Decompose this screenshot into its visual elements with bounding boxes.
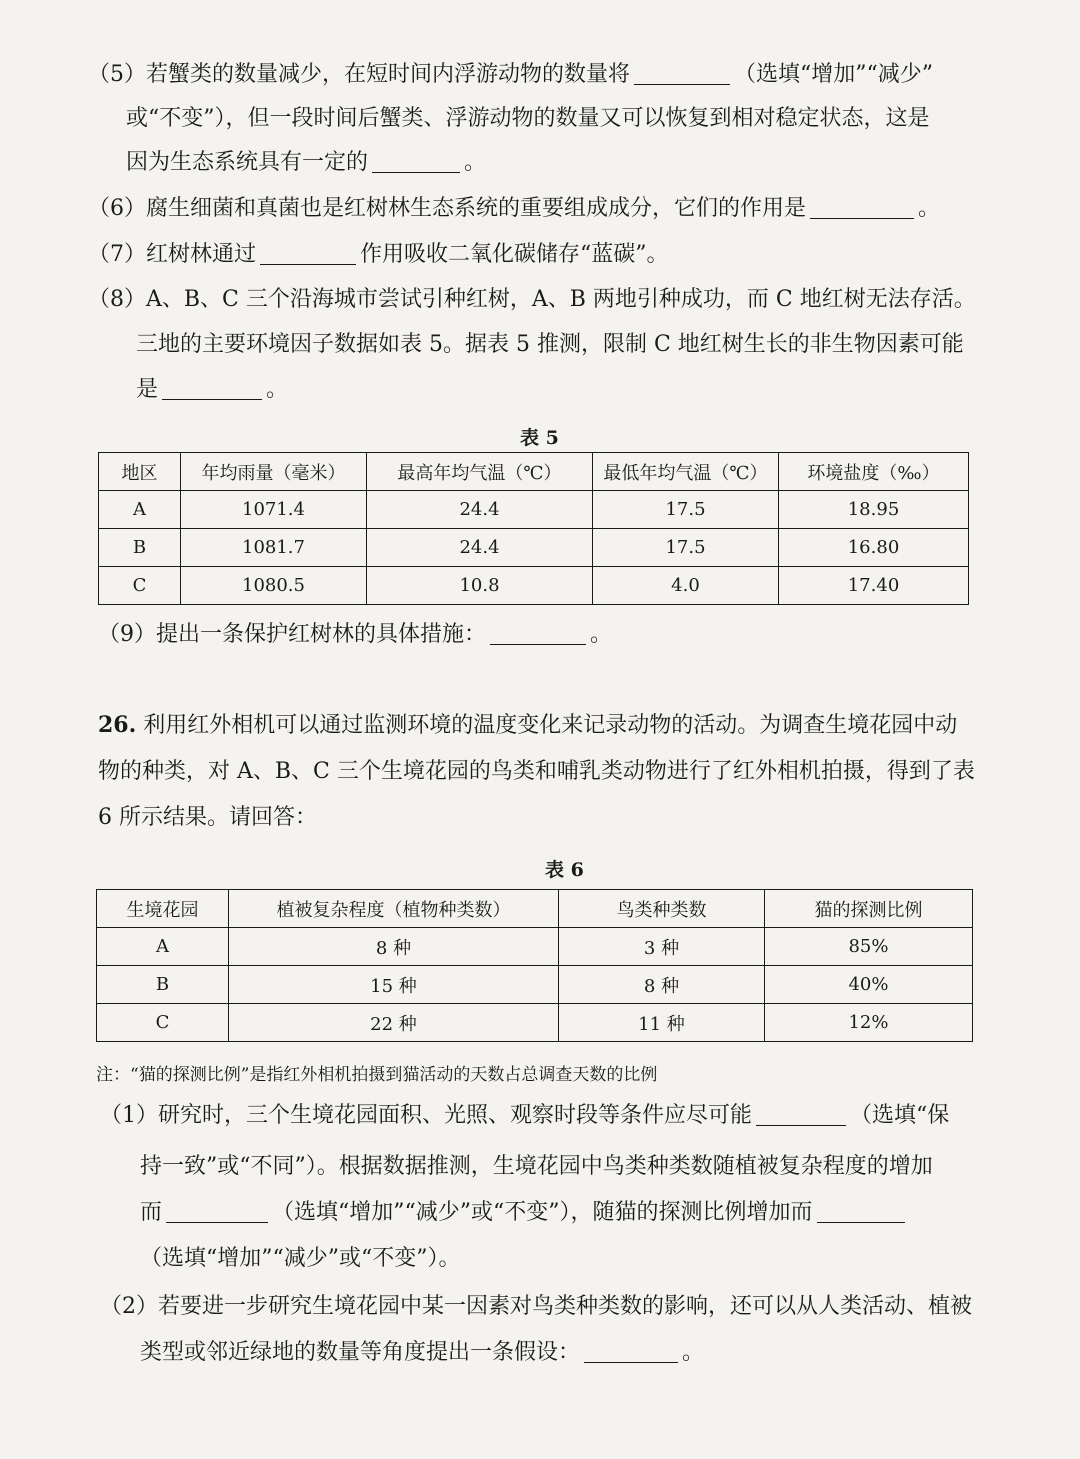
q8-line3 (136, 375, 288, 405)
table5-cell: 16.80 (779, 529, 969, 567)
table6-header-cell: 生境花园 (97, 890, 229, 928)
q26-p2-label: （2） (100, 1294, 158, 1319)
q26-p2-text: 若要进一步研究生境花园中某一因素对鸟类种类数的影响，还可以从人类活动、植被 (158, 1294, 973, 1319)
table6-cell: B (97, 966, 229, 1004)
q6-end: 。 (918, 196, 941, 221)
table-row (99, 567, 969, 605)
q26-p2-answer-blank[interactable] (584, 1340, 678, 1363)
q26-p2-line2-end: 。 (682, 1340, 705, 1365)
q9-text: 提出一条保护红树林的具体措施： (156, 622, 487, 647)
q5-label: （5） (88, 62, 146, 87)
q8-label: （8） (88, 287, 146, 312)
table6-cell: 40% (765, 966, 973, 1004)
table-row (97, 966, 973, 1004)
table5-header-row (99, 453, 969, 491)
table5-cell: 10.8 (367, 567, 593, 605)
q7-text-before: 红树林通过 (146, 242, 257, 267)
table5-cell: 17.5 (593, 491, 779, 529)
table5 (98, 452, 969, 605)
q8-line3-end: 。 (266, 377, 289, 402)
table6-cell: 11 种 (559, 1004, 765, 1042)
q5-line1 (88, 60, 933, 90)
q8-line1 (88, 285, 976, 315)
table5-cell: B (99, 529, 181, 567)
q26-p1-line3-text: （选填“增加”“减少”或“不变”），随猫的探测比例增加而 (272, 1200, 813, 1225)
q7-line (88, 240, 669, 270)
q5-line3 (126, 148, 486, 178)
table5-cell: C (99, 567, 181, 605)
q26-p1-answer-blank-3[interactable] (817, 1200, 905, 1223)
q5-option-text: （选填“增加”“减少” (734, 62, 934, 87)
table6-header-cell: 植被复杂程度（植物种类数） (229, 890, 559, 928)
q8-line3-text: 是 (136, 377, 159, 402)
q6-answer-blank[interactable] (810, 196, 914, 219)
q26-stem-line3: 6 所示结果。请回答： (98, 805, 317, 830)
q5-answer-blank-2[interactable] (372, 150, 460, 173)
q6-label: （6） (88, 196, 146, 221)
table6-cell: 8 种 (559, 966, 765, 1004)
table6 (96, 889, 973, 1042)
table5-cell: 17.5 (593, 529, 779, 567)
table5-cell: 1081.7 (181, 529, 367, 567)
q26-p1-answer-blank-1[interactable] (756, 1103, 846, 1126)
q5-line3-end: 。 (464, 150, 487, 175)
table5-cell: 24.4 (367, 529, 593, 567)
table-row (99, 529, 969, 567)
table-row (99, 491, 969, 529)
table6-cell: 12% (765, 1004, 973, 1042)
q6-text: 腐生细菌和真菌也是红树林生态系统的重要组成成分，它们的作用是 (146, 196, 807, 221)
table5-header-cell: 环境盐度（‰） (779, 453, 969, 491)
q26-p1-answer-blank-2[interactable] (166, 1200, 268, 1223)
q5-line2: 或“不变”），但一段时间后蟹类、浮游动物的数量又可以恢复到相对稳定状态，这是 (126, 106, 930, 131)
table-row (97, 928, 973, 966)
q9-line (98, 620, 612, 650)
q5-line3-text: 因为生态系统具有一定的 (126, 150, 369, 175)
table5-cell: 1080.5 (181, 567, 367, 605)
table6-cell: A (97, 928, 229, 966)
q26-p2-line2 (140, 1338, 704, 1368)
q26-number: 26. (98, 712, 137, 738)
table6-caption: 表 6 (545, 859, 584, 881)
table6-cell: 3 种 (559, 928, 765, 966)
q26-stem-line2: 物的种类，对 A、B、C 三个生境花园的鸟类和哺乳类动物进行了红外相机拍摄，得到了表 (98, 759, 975, 784)
q26-p1-text: 研究时，三个生境花园面积、光照、观察时段等条件应尽可能 (158, 1103, 753, 1128)
q9-end: 。 (590, 622, 613, 647)
q26-p2-line1 (100, 1292, 972, 1322)
q5-text: 若蟹类的数量减少，在短时间内浮游动物的数量将 (146, 62, 631, 87)
table6-cell: C (97, 1004, 229, 1042)
table5-cell: 1071.4 (181, 491, 367, 529)
q6-line (88, 194, 940, 224)
q26-stem-text: 利用红外相机可以通过监测环境的温度变化来记录动物的活动。为调查生境花园中动 (143, 713, 958, 738)
table5-header-cell: 最低年均气温（℃） (593, 453, 779, 491)
table5-cell: 17.40 (779, 567, 969, 605)
q26-p1-option-text: （选填“保 (850, 1103, 950, 1128)
q8-text: A、B、C 三个沿海城市尝试引种红树，A、B 两地引种成功，而 C 地红树无法存活。 (146, 287, 976, 312)
q9-answer-blank[interactable] (490, 622, 586, 645)
table5-cell: 4.0 (593, 567, 779, 605)
q26-p1-line4: （选填“增加”“减少”或“不变”）。 (140, 1246, 461, 1271)
q26-stem-line1 (98, 710, 957, 741)
table5-cell: 18.95 (779, 491, 969, 529)
q8-answer-blank[interactable] (162, 377, 262, 400)
q26-p2-line2-text: 类型或邻近绿地的数量等角度提出一条假设： (140, 1340, 581, 1365)
q7-text-after: 作用吸收二氧化碳储存“蓝碳”。 (360, 242, 669, 267)
table5-cell: A (99, 491, 181, 529)
q5-answer-blank-1[interactable] (634, 62, 730, 85)
q26-p1-line3-start: 而 (140, 1200, 163, 1225)
table6-note: 注：“猫的探测比例”是指红外相机拍摄到猫活动的天数占总调查天数的比例 (96, 1065, 658, 1085)
table5-cell: 24.4 (367, 491, 593, 529)
q8-line2: 三地的主要环境因子数据如表 5。据表 5 推测，限制 C 地红树生长的非生物因素可能 (136, 332, 964, 357)
table5-caption: 表 5 (520, 427, 559, 449)
q26-p1-line1 (100, 1101, 949, 1131)
q26-p1-line2: 持一致”或“不同”）。根据数据推测，生境花园中鸟类种类数随植被复杂程度的增加 (140, 1154, 933, 1179)
table5-header-cell: 最高年均气温（℃） (367, 453, 593, 491)
table6-cell: 22 种 (229, 1004, 559, 1042)
table6-header-cell: 猫的探测比例 (765, 890, 973, 928)
q26-p1-label: （1） (100, 1103, 158, 1128)
table6-header-cell: 鸟类种类数 (559, 890, 765, 928)
table-row (97, 1004, 973, 1042)
table6-cell: 15 种 (229, 966, 559, 1004)
q26-p1-line3 (140, 1198, 909, 1228)
table6-cell: 8 种 (229, 928, 559, 966)
table6-header-row (97, 890, 973, 928)
table6-cell: 85% (765, 928, 973, 966)
table5-header-cell: 年均雨量（毫米） (181, 453, 367, 491)
q7-label: （7） (88, 242, 146, 267)
q7-answer-blank[interactable] (260, 242, 356, 265)
table5-header-cell: 地区 (99, 453, 181, 491)
q9-label: （9） (98, 622, 156, 647)
